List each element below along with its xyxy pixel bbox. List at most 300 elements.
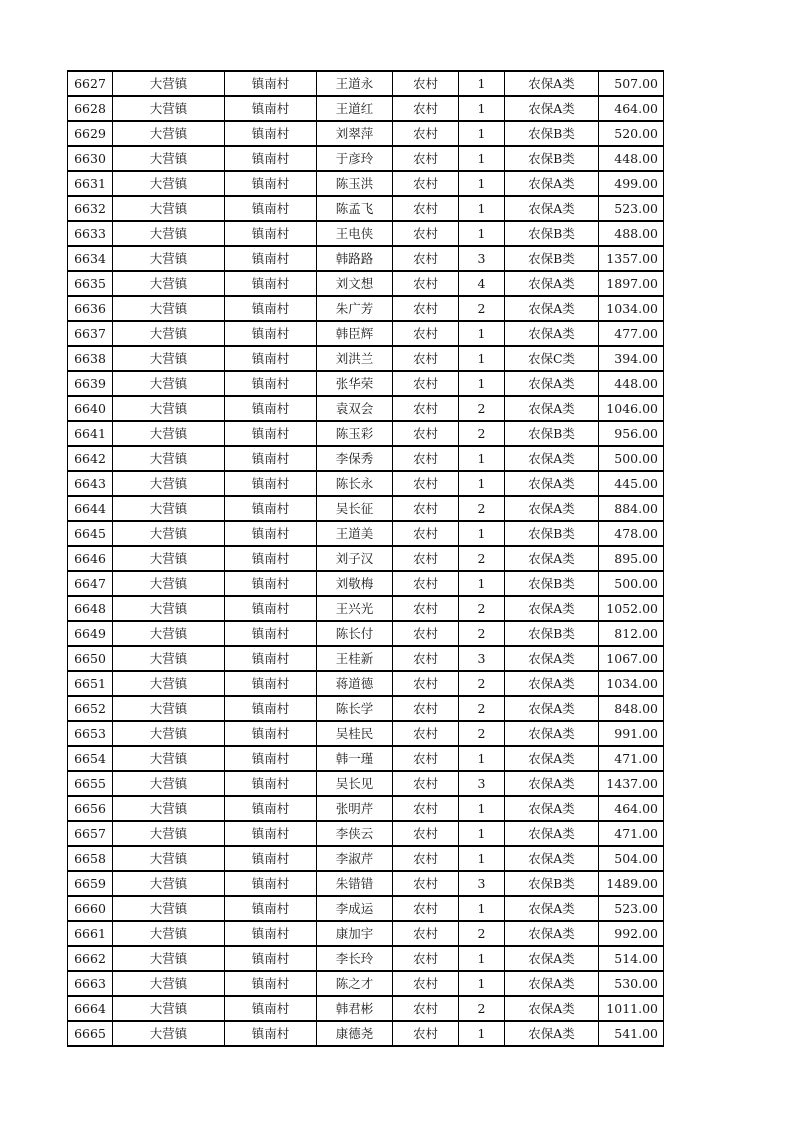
- table-row: [68, 871, 664, 896]
- cell-village: 镇南村: [225, 546, 317, 571]
- cell-town: 大营镇: [113, 121, 225, 146]
- cell-serial-number: 6653: [68, 721, 113, 746]
- cell-insurance-class: 农保A类: [505, 846, 599, 871]
- cell-town: 大营镇: [113, 646, 225, 671]
- table-row: [68, 196, 664, 221]
- cell-village: 镇南村: [225, 1021, 317, 1046]
- table-row: [68, 446, 664, 471]
- cell-person-name: 陈长学: [317, 696, 393, 721]
- cell-residence-type: 农村: [393, 971, 459, 996]
- cell-serial-number: 6659: [68, 871, 113, 896]
- cell-serial-number: 6665: [68, 1021, 113, 1046]
- cell-person-count: 1: [459, 446, 505, 471]
- cell-person-count: 1: [459, 821, 505, 846]
- cell-insurance-class: 农保A类: [505, 96, 599, 121]
- cell-town: 大营镇: [113, 296, 225, 321]
- cell-serial-number: 6638: [68, 346, 113, 371]
- table-row: [68, 946, 664, 971]
- cell-amount: 500.00: [599, 446, 664, 471]
- cell-person-count: 2: [459, 396, 505, 421]
- table-row: [68, 346, 664, 371]
- table-row: [68, 471, 664, 496]
- cell-person-count: 2: [459, 496, 505, 521]
- cell-residence-type: 农村: [393, 646, 459, 671]
- cell-village: 镇南村: [225, 221, 317, 246]
- cell-person-name: 吴长征: [317, 496, 393, 521]
- cell-person-name: 张明芹: [317, 796, 393, 821]
- cell-person-name: 刘文想: [317, 271, 393, 296]
- cell-residence-type: 农村: [393, 896, 459, 921]
- cell-person-name: 康德尧: [317, 1021, 393, 1046]
- cell-residence-type: 农村: [393, 571, 459, 596]
- cell-insurance-class: 农保A类: [505, 471, 599, 496]
- cell-person-count: 1: [459, 796, 505, 821]
- cell-residence-type: 农村: [393, 671, 459, 696]
- cell-person-name: 王道红: [317, 96, 393, 121]
- cell-amount: 991.00: [599, 721, 664, 746]
- cell-serial-number: 6658: [68, 846, 113, 871]
- cell-town: 大营镇: [113, 71, 225, 96]
- cell-town: 大营镇: [113, 271, 225, 296]
- cell-person-name: 王桂新: [317, 646, 393, 671]
- cell-amount: 1489.00: [599, 871, 664, 896]
- cell-town: 大营镇: [113, 821, 225, 846]
- cell-amount: 507.00: [599, 71, 664, 96]
- cell-serial-number: 6632: [68, 196, 113, 221]
- table-row: [68, 96, 664, 121]
- cell-person-name: 李侠云: [317, 821, 393, 846]
- table-row: [68, 896, 664, 921]
- cell-person-count: 1: [459, 196, 505, 221]
- cell-serial-number: 6639: [68, 371, 113, 396]
- table-row: [68, 71, 664, 96]
- cell-village: 镇南村: [225, 721, 317, 746]
- cell-residence-type: 农村: [393, 471, 459, 496]
- cell-amount: 812.00: [599, 621, 664, 646]
- cell-person-count: 3: [459, 246, 505, 271]
- cell-serial-number: 6656: [68, 796, 113, 821]
- cell-town: 大营镇: [113, 471, 225, 496]
- cell-person-count: 1: [459, 571, 505, 596]
- cell-residence-type: 农村: [393, 496, 459, 521]
- cell-serial-number: 6634: [68, 246, 113, 271]
- cell-village: 镇南村: [225, 971, 317, 996]
- cell-serial-number: 6645: [68, 521, 113, 546]
- cell-town: 大营镇: [113, 371, 225, 396]
- cell-person-name: 王道美: [317, 521, 393, 546]
- cell-person-name: 朱广芳: [317, 296, 393, 321]
- cell-amount: 471.00: [599, 821, 664, 846]
- cell-serial-number: 6635: [68, 271, 113, 296]
- cell-amount: 1034.00: [599, 671, 664, 696]
- cell-person-count: 1: [459, 521, 505, 546]
- cell-amount: 448.00: [599, 146, 664, 171]
- cell-village: 镇南村: [225, 771, 317, 796]
- table-row: [68, 846, 664, 871]
- cell-town: 大营镇: [113, 596, 225, 621]
- cell-residence-type: 农村: [393, 796, 459, 821]
- cell-amount: 1437.00: [599, 771, 664, 796]
- cell-residence-type: 农村: [393, 871, 459, 896]
- cell-serial-number: 6633: [68, 221, 113, 246]
- cell-person-name: 王道永: [317, 71, 393, 96]
- cell-person-name: 刘翠萍: [317, 121, 393, 146]
- cell-village: 镇南村: [225, 571, 317, 596]
- table-row: [68, 271, 664, 296]
- cell-person-count: 1: [459, 746, 505, 771]
- cell-serial-number: 6630: [68, 146, 113, 171]
- cell-insurance-class: 农保A类: [505, 396, 599, 421]
- cell-town: 大营镇: [113, 221, 225, 246]
- cell-town: 大营镇: [113, 621, 225, 646]
- cell-amount: 448.00: [599, 371, 664, 396]
- cell-residence-type: 农村: [393, 296, 459, 321]
- cell-serial-number: 6637: [68, 321, 113, 346]
- cell-person-name: 王兴光: [317, 596, 393, 621]
- cell-residence-type: 农村: [393, 821, 459, 846]
- cell-insurance-class: 农保A类: [505, 796, 599, 821]
- cell-person-name: 刘子汉: [317, 546, 393, 571]
- cell-person-count: 1: [459, 121, 505, 146]
- cell-person-name: 刘洪兰: [317, 346, 393, 371]
- cell-village: 镇南村: [225, 996, 317, 1021]
- cell-person-name: 韩一瑾: [317, 746, 393, 771]
- cell-residence-type: 农村: [393, 596, 459, 621]
- cell-amount: 478.00: [599, 521, 664, 546]
- cell-village: 镇南村: [225, 421, 317, 446]
- cell-amount: 956.00: [599, 421, 664, 446]
- cell-residence-type: 农村: [393, 346, 459, 371]
- cell-amount: 394.00: [599, 346, 664, 371]
- cell-person-name: 康加宇: [317, 921, 393, 946]
- cell-serial-number: 6652: [68, 696, 113, 721]
- table-row: [68, 296, 664, 321]
- cell-town: 大营镇: [113, 871, 225, 896]
- cell-person-count: 1: [459, 171, 505, 196]
- cell-serial-number: 6662: [68, 946, 113, 971]
- table-row: [68, 421, 664, 446]
- cell-residence-type: 农村: [393, 746, 459, 771]
- cell-village: 镇南村: [225, 396, 317, 421]
- cell-amount: 471.00: [599, 746, 664, 771]
- cell-amount: 848.00: [599, 696, 664, 721]
- cell-insurance-class: 农保B类: [505, 146, 599, 171]
- cell-village: 镇南村: [225, 496, 317, 521]
- table-row: [68, 971, 664, 996]
- cell-amount: 445.00: [599, 471, 664, 496]
- cell-person-name: 陈之才: [317, 971, 393, 996]
- cell-insurance-class: 农保A类: [505, 746, 599, 771]
- table-row: [68, 121, 664, 146]
- cell-town: 大营镇: [113, 971, 225, 996]
- cell-serial-number: 6660: [68, 896, 113, 921]
- cell-insurance-class: 农保A类: [505, 671, 599, 696]
- table-row: [68, 396, 664, 421]
- cell-person-count: 1: [459, 1021, 505, 1046]
- cell-village: 镇南村: [225, 271, 317, 296]
- cell-insurance-class: 农保A类: [505, 996, 599, 1021]
- cell-insurance-class: 农保A类: [505, 496, 599, 521]
- cell-insurance-class: 农保B类: [505, 621, 599, 646]
- cell-amount: 488.00: [599, 221, 664, 246]
- cell-insurance-class: 农保A类: [505, 71, 599, 96]
- cell-insurance-class: 农保B类: [505, 121, 599, 146]
- cell-insurance-class: 农保A类: [505, 646, 599, 671]
- cell-person-count: 3: [459, 646, 505, 671]
- cell-town: 大营镇: [113, 96, 225, 121]
- cell-person-count: 2: [459, 546, 505, 571]
- cell-serial-number: 6643: [68, 471, 113, 496]
- cell-person-name: 韩臣辉: [317, 321, 393, 346]
- cell-person-count: 2: [459, 721, 505, 746]
- cell-person-name: 李保秀: [317, 446, 393, 471]
- cell-insurance-class: 农保A类: [505, 896, 599, 921]
- cell-insurance-class: 农保A类: [505, 196, 599, 221]
- cell-serial-number: 6661: [68, 921, 113, 946]
- cell-insurance-class: 农保A类: [505, 1021, 599, 1046]
- cell-insurance-class: 农保A类: [505, 696, 599, 721]
- cell-serial-number: 6651: [68, 671, 113, 696]
- cell-person-count: 1: [459, 321, 505, 346]
- table-row: [68, 596, 664, 621]
- cell-person-name: 陈长永: [317, 471, 393, 496]
- cell-village: 镇南村: [225, 746, 317, 771]
- cell-person-name: 李成运: [317, 896, 393, 921]
- cell-person-count: 3: [459, 771, 505, 796]
- cell-amount: 895.00: [599, 546, 664, 571]
- cell-residence-type: 农村: [393, 121, 459, 146]
- cell-amount: 992.00: [599, 921, 664, 946]
- table-row: [68, 521, 664, 546]
- cell-town: 大营镇: [113, 546, 225, 571]
- cell-village: 镇南村: [225, 596, 317, 621]
- cell-amount: 500.00: [599, 571, 664, 596]
- cell-town: 大营镇: [113, 996, 225, 1021]
- cell-village: 镇南村: [225, 446, 317, 471]
- cell-person-count: 2: [459, 696, 505, 721]
- cell-village: 镇南村: [225, 796, 317, 821]
- cell-insurance-class: 农保A类: [505, 771, 599, 796]
- table-row: [68, 246, 664, 271]
- cell-insurance-class: 农保B类: [505, 221, 599, 246]
- cell-residence-type: 农村: [393, 621, 459, 646]
- cell-village: 镇南村: [225, 871, 317, 896]
- cell-person-name: 吴桂民: [317, 721, 393, 746]
- cell-town: 大营镇: [113, 896, 225, 921]
- cell-town: 大营镇: [113, 346, 225, 371]
- cell-insurance-class: 农保B类: [505, 421, 599, 446]
- cell-residence-type: 农村: [393, 946, 459, 971]
- cell-person-count: 1: [459, 221, 505, 246]
- cell-town: 大营镇: [113, 521, 225, 546]
- cell-person-count: 2: [459, 596, 505, 621]
- cell-person-name: 李长玲: [317, 946, 393, 971]
- cell-person-count: 2: [459, 421, 505, 446]
- cell-amount: 884.00: [599, 496, 664, 521]
- cell-serial-number: 6647: [68, 571, 113, 596]
- table-row: [68, 771, 664, 796]
- cell-village: 镇南村: [225, 521, 317, 546]
- cell-amount: 530.00: [599, 971, 664, 996]
- cell-amount: 541.00: [599, 1021, 664, 1046]
- cell-amount: 1067.00: [599, 646, 664, 671]
- cell-person-count: 1: [459, 346, 505, 371]
- table-row: [68, 796, 664, 821]
- cell-village: 镇南村: [225, 821, 317, 846]
- cell-serial-number: 6664: [68, 996, 113, 1021]
- cell-insurance-class: 农保B类: [505, 571, 599, 596]
- cell-serial-number: 6649: [68, 621, 113, 646]
- cell-serial-number: 6655: [68, 771, 113, 796]
- cell-person-name: 王电侠: [317, 221, 393, 246]
- cell-town: 大营镇: [113, 171, 225, 196]
- cell-serial-number: 6657: [68, 821, 113, 846]
- cell-residence-type: 农村: [393, 396, 459, 421]
- cell-village: 镇南村: [225, 121, 317, 146]
- table-row: [68, 321, 664, 346]
- cell-insurance-class: 农保A类: [505, 821, 599, 846]
- cell-person-name: 刘敬梅: [317, 571, 393, 596]
- cell-village: 镇南村: [225, 196, 317, 221]
- cell-residence-type: 农村: [393, 521, 459, 546]
- cell-person-count: 2: [459, 996, 505, 1021]
- cell-insurance-class: 农保A类: [505, 921, 599, 946]
- cell-village: 镇南村: [225, 946, 317, 971]
- cell-residence-type: 农村: [393, 921, 459, 946]
- cell-residence-type: 农村: [393, 371, 459, 396]
- cell-town: 大营镇: [113, 746, 225, 771]
- cell-person-count: 2: [459, 621, 505, 646]
- cell-residence-type: 农村: [393, 771, 459, 796]
- cell-person-count: 1: [459, 96, 505, 121]
- table-row: [68, 571, 664, 596]
- cell-person-count: 3: [459, 871, 505, 896]
- cell-insurance-class: 农保B类: [505, 521, 599, 546]
- cell-village: 镇南村: [225, 696, 317, 721]
- cell-serial-number: 6644: [68, 496, 113, 521]
- cell-person-name: 陈玉洪: [317, 171, 393, 196]
- table-row: [68, 221, 664, 246]
- cell-insurance-class: 农保B类: [505, 246, 599, 271]
- cell-person-count: 1: [459, 971, 505, 996]
- cell-amount: 1052.00: [599, 596, 664, 621]
- cell-village: 镇南村: [225, 671, 317, 696]
- cell-village: 镇南村: [225, 321, 317, 346]
- cell-village: 镇南村: [225, 96, 317, 121]
- cell-person-count: 1: [459, 946, 505, 971]
- table-row: [68, 746, 664, 771]
- cell-village: 镇南村: [225, 846, 317, 871]
- cell-town: 大营镇: [113, 246, 225, 271]
- table-row: [68, 921, 664, 946]
- cell-person-name: 韩君彬: [317, 996, 393, 1021]
- cell-insurance-class: 农保A类: [505, 971, 599, 996]
- cell-serial-number: 6646: [68, 546, 113, 571]
- cell-village: 镇南村: [225, 471, 317, 496]
- cell-town: 大营镇: [113, 796, 225, 821]
- cell-residence-type: 农村: [393, 221, 459, 246]
- cell-amount: 1046.00: [599, 396, 664, 421]
- table-row: [68, 1021, 664, 1046]
- cell-insurance-class: 农保A类: [505, 596, 599, 621]
- cell-town: 大营镇: [113, 396, 225, 421]
- cell-person-name: 韩路路: [317, 246, 393, 271]
- table-row: [68, 621, 664, 646]
- cell-residence-type: 农村: [393, 846, 459, 871]
- cell-residence-type: 农村: [393, 696, 459, 721]
- table-row: [68, 146, 664, 171]
- cell-town: 大营镇: [113, 321, 225, 346]
- cell-town: 大营镇: [113, 146, 225, 171]
- cell-residence-type: 农村: [393, 1021, 459, 1046]
- cell-residence-type: 农村: [393, 321, 459, 346]
- cell-person-name: 蒋道德: [317, 671, 393, 696]
- cell-person-count: 2: [459, 671, 505, 696]
- table-row: [68, 671, 664, 696]
- cell-residence-type: 农村: [393, 446, 459, 471]
- cell-village: 镇南村: [225, 921, 317, 946]
- cell-village: 镇南村: [225, 71, 317, 96]
- cell-amount: 1897.00: [599, 271, 664, 296]
- cell-amount: 523.00: [599, 896, 664, 921]
- table-row: [68, 821, 664, 846]
- cell-serial-number: 6663: [68, 971, 113, 996]
- table-row: [68, 646, 664, 671]
- cell-residence-type: 农村: [393, 721, 459, 746]
- cell-person-name: 袁双会: [317, 396, 393, 421]
- cell-town: 大营镇: [113, 671, 225, 696]
- cell-village: 镇南村: [225, 896, 317, 921]
- cell-residence-type: 农村: [393, 146, 459, 171]
- cell-person-count: 2: [459, 296, 505, 321]
- cell-serial-number: 6629: [68, 121, 113, 146]
- cell-town: 大营镇: [113, 721, 225, 746]
- cell-serial-number: 6636: [68, 296, 113, 321]
- cell-person-name: 李淑芹: [317, 846, 393, 871]
- cell-person-name: 张华荣: [317, 371, 393, 396]
- cell-amount: 1011.00: [599, 996, 664, 1021]
- cell-residence-type: 农村: [393, 421, 459, 446]
- cell-residence-type: 农村: [393, 96, 459, 121]
- table-row: [68, 546, 664, 571]
- cell-town: 大营镇: [113, 571, 225, 596]
- cell-residence-type: 农村: [393, 271, 459, 296]
- cell-person-name: 陈长付: [317, 621, 393, 646]
- cell-amount: 1357.00: [599, 246, 664, 271]
- cell-insurance-class: 农保A类: [505, 721, 599, 746]
- cell-insurance-class: 农保A类: [505, 296, 599, 321]
- cell-serial-number: 6631: [68, 171, 113, 196]
- cell-person-count: 1: [459, 71, 505, 96]
- table-row: [68, 996, 664, 1021]
- cell-serial-number: 6627: [68, 71, 113, 96]
- cell-insurance-class: 农保A类: [505, 446, 599, 471]
- cell-amount: 464.00: [599, 96, 664, 121]
- cell-amount: 504.00: [599, 846, 664, 871]
- cell-residence-type: 农村: [393, 171, 459, 196]
- cell-person-count: 1: [459, 146, 505, 171]
- cell-person-name: 于彦玲: [317, 146, 393, 171]
- cell-amount: 1034.00: [599, 296, 664, 321]
- cell-person-name: 陈玉彩: [317, 421, 393, 446]
- cell-amount: 464.00: [599, 796, 664, 821]
- table-row: [68, 171, 664, 196]
- cell-town: 大营镇: [113, 946, 225, 971]
- cell-town: 大营镇: [113, 771, 225, 796]
- cell-insurance-class: 农保A类: [505, 321, 599, 346]
- cell-town: 大营镇: [113, 446, 225, 471]
- cell-serial-number: 6628: [68, 96, 113, 121]
